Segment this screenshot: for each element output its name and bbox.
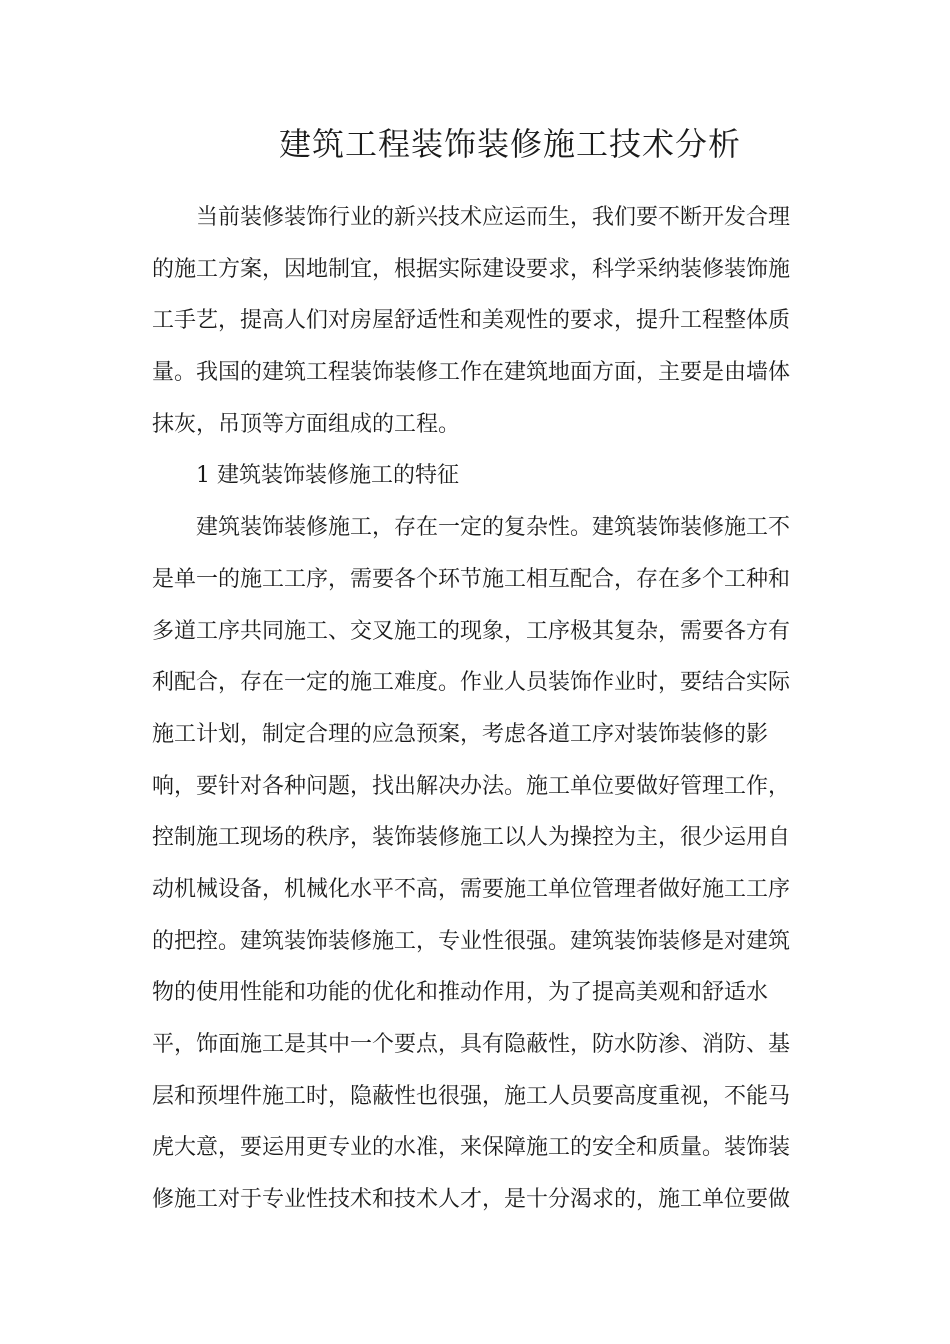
paragraph-line: 控制施工现场的秩序，装饰装修施工以人为操控为主，很少运用自 [152,825,791,851]
paragraph-line: 施工计划，制定合理的应急预案，考虑各道工序对装饰装修的影 [152,721,769,747]
paragraph-line: 当前装修装饰行业的新兴技术应运而生，我们要不断开发合理 [196,205,791,230]
paragraph-line: 层和预埋件施工时，隐蔽性也很强，施工人员要高度重视，不能马 [152,1083,791,1109]
paragraph-line: 量。我国的建筑工程装饰装修工作在建筑地面方面，主要是由墙体 [152,360,791,386]
paragraph-line: 平，饰面施工是其中一个要点，具有隐蔽性，防水防渗、消防、基 [152,1032,791,1057]
paragraph-line: 利配合，存在一定的施工难度。作业人员装饰作业时，要结合实际 [152,670,791,696]
paragraph-line: 修施工对于专业性技术和技术人才，是十分渴求的，施工单位要做 [152,1187,791,1213]
paragraph-line: 是单一的施工工序，需要各个环节施工相互配合，存在多个工种和 [152,566,791,592]
paragraph-line: 虎大意，要运用更专业的水准，来保障施工的安全和质量。装饰装 [152,1135,791,1161]
paragraph-line: 响，要针对各种问题，找出解决办法。施工单位要做好管理工作， [152,773,791,799]
paragraph-line: 多道工序共同施工、交叉施工的现象，工序极其复杂，需要各方有 [152,618,791,644]
paragraph-line: 的把控。建筑装饰装修施工，专业性很强。建筑装饰装修是对建筑 [152,928,791,954]
paragraph-line: 动机械设备，机械化水平不高，需要施工单位管理者做好施工工序 [152,876,791,902]
document-title: 建筑工程装饰装修施工技术分析 [278,125,741,163]
document-body [152,192,802,1226]
paragraph-line: 物的使用性能和功能的优化和推动作用，为了提高美观和舒适水 [152,980,769,1006]
paragraph-line: 的施工方案，因地制宜，根据实际建设要求，科学采纳装修装饰施 [152,256,791,282]
section-heading: 1 建筑装饰装修施工的特征 [196,463,459,489]
paragraph-line: 建筑装饰装修施工，存在一定的复杂性。建筑装饰装修施工不 [196,515,791,541]
paragraph-line: 抹灰，吊顶等方面组成的工程。 [152,411,461,437]
paragraph-line: 工手艺，提高人们对房屋舒适性和美观性的要求，提升工程整体质 [152,308,791,334]
